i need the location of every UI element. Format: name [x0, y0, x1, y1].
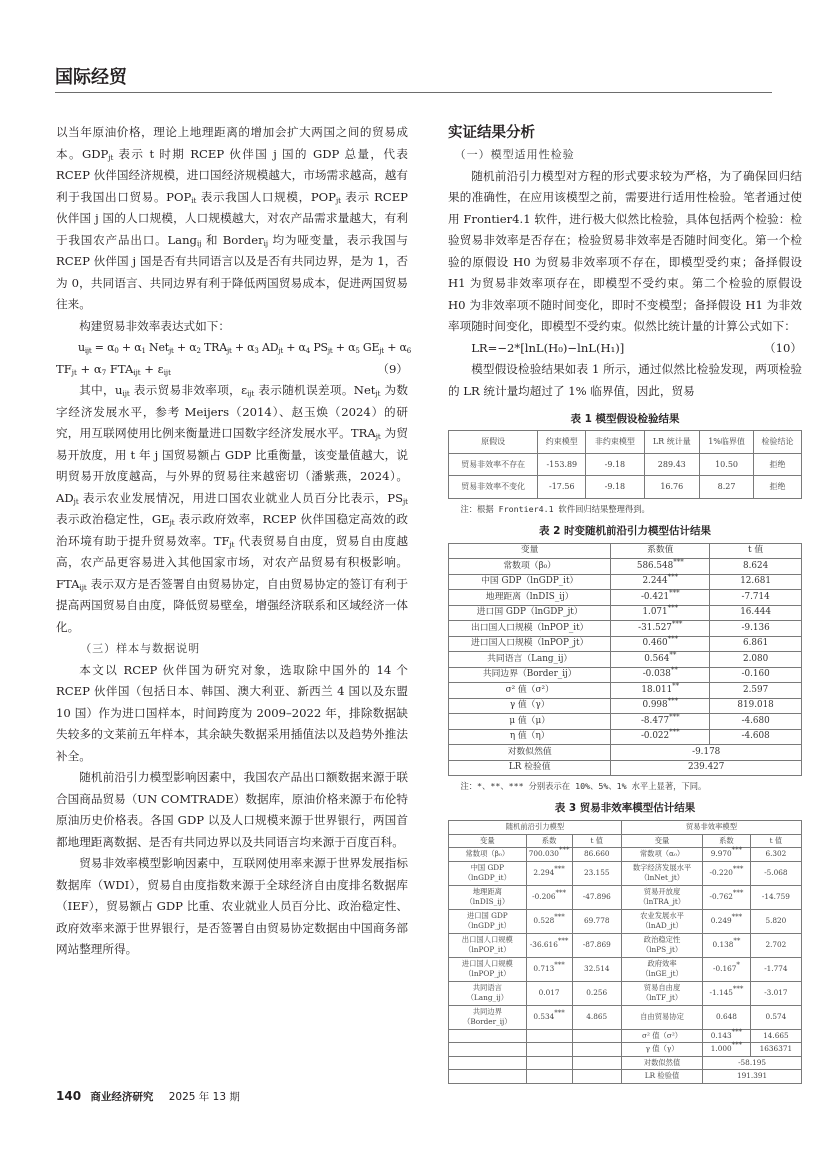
significance-stars: *** — [731, 912, 743, 921]
significance-stars: ** — [670, 666, 678, 675]
table3-right-coefficient: -1.145*** — [703, 981, 751, 1005]
table3-header: 系数 — [703, 834, 751, 848]
equation-9-number: （9） — [377, 361, 408, 376]
table3-left-t-value: 69.778 — [572, 909, 621, 933]
table3-right-coefficient: 0.138** — [703, 933, 751, 957]
journal-name: 商业经济研究 — [90, 1091, 154, 1103]
table2-coefficient: 0.998*** — [611, 698, 710, 714]
significance-stars: *** — [732, 888, 744, 897]
table2-t-value: 8.624 — [710, 559, 802, 575]
table2-variable: 常数项（β₀） — [449, 559, 611, 575]
table-row — [449, 981, 802, 1005]
table3-lr-label: LR 检验值 — [621, 1070, 702, 1084]
table2-coefficient: -0.022*** — [611, 729, 710, 745]
table2-block — [448, 522, 802, 794]
table2-coefficient: 1.071*** — [611, 605, 710, 621]
empty-cell — [449, 1056, 527, 1070]
table3-group-left: 随机前沿引力模型 — [449, 821, 622, 835]
table1 — [448, 430, 802, 499]
paragraph-variables-gdp-pop: 以当年原油价格，理论上地理距离的增加会扩大两国之间的贸易成本。$GDP_{jt}$ 表示 t 时期 RCEP 伙伴国 j 国的 GDP 总量，代表 RCEP 伙伴国经济规模，进口国经济规模越大，市场需求越高，越有利于我国出口贸易。$POP_{it}$ 表示我国人口规模，$POP_{jt}$ 表示 RCEP 伙伴国 j 国的人口规模，人口规模越大，对农产品需求量越大，有利于我国农产品出口。Lang$_{ij}$ 和 Border$_{ij}$ 均为哑变量，表示我国与 RCEP 伙伴国 j 国是否有共同语言以及是否有共同边界，是为 1，否为 0，共同语言、共同边界有利于降低两国贸易成本，促进两国贸易往来。 — [56, 125, 408, 311]
table2-coefficient: 586.548*** — [611, 559, 710, 575]
table-row — [449, 683, 802, 699]
table-row — [449, 957, 802, 981]
table3-left-coefficient: -0.206*** — [526, 885, 572, 909]
table3-right-coefficient: -0.167* — [703, 957, 751, 981]
significance-stars: *** — [669, 588, 680, 597]
table2-header-row — [449, 543, 802, 559]
table1-cell: 16.76 — [644, 476, 700, 499]
table2-variable: σ² 值（σ²） — [449, 683, 611, 699]
table1-header: 1%临界值 — [700, 431, 754, 454]
significance-stars: *** — [731, 846, 743, 854]
table-row — [449, 636, 802, 652]
table1-cell: -9.18 — [586, 476, 644, 499]
table3-left-coefficient: 2.294*** — [526, 861, 572, 885]
empty-cell — [526, 1070, 572, 1084]
table-row — [449, 848, 802, 862]
paragraph-test-results: 模型假设检验结果如表 1 所示，通过似然比检验发现，两项检验的 LR 统计量均超过了 1% 临界值，因此，贸易 — [448, 362, 802, 398]
significance-stars: *** — [558, 846, 570, 854]
empty-cell — [449, 1029, 527, 1043]
table3-header: t 值 — [572, 834, 621, 848]
significance-stars: *** — [667, 635, 679, 644]
table3-left-coefficient: -36.616*** — [526, 933, 572, 957]
table3-right-coefficient: 9.970*** — [703, 848, 751, 862]
table-row — [449, 698, 802, 714]
table3-left-t-value: 86.660 — [572, 848, 621, 862]
table1-cell: 拒绝 — [754, 453, 802, 476]
table3-right-coefficient: -0.762*** — [703, 885, 751, 909]
significance-stars: *** — [667, 573, 679, 582]
significance-stars: ** — [733, 936, 741, 945]
table3-right-t-value: -14.759 — [750, 885, 801, 909]
significance-stars: *** — [554, 1008, 565, 1017]
table1-header-row — [449, 431, 802, 454]
table2-variable: 进口国 GDP（lnGDP_jt） — [449, 605, 611, 621]
section-title: 国际经贸 — [55, 67, 127, 88]
equation-9 — [56, 337, 412, 380]
table-row — [449, 574, 802, 590]
significance-stars: *** — [667, 604, 679, 613]
paragraph-data-sources-gravity: 随机前沿引力模型影响因素中，我国农产品出口额数据来源于联合国商品贸易（UN COMTRADE）数据库，原油价格来源于布伦特原油历史价格表。各国 GDP 以及人口规模来源于世界银行，两国首都地理距离数据、是否有共同边界以及共同语言均来源于百度百科。 — [56, 770, 408, 849]
table-row — [449, 933, 802, 957]
table3-left-t-value: 0.256 — [572, 981, 621, 1005]
table3-right-t-value: 1636371 — [750, 1043, 801, 1057]
table3-block — [448, 799, 802, 1084]
table3-right-coefficient: 0.249*** — [703, 909, 751, 933]
empty-cell — [572, 1070, 621, 1084]
table3-right-t-value: 2.702 — [750, 933, 801, 957]
table-row-lr — [449, 760, 802, 776]
empty-cell — [572, 1043, 621, 1057]
table-row — [449, 476, 802, 499]
section-heading-results: 实证结果分析 — [448, 125, 535, 141]
table2-t-value: 16.444 — [710, 605, 802, 621]
running-header — [55, 66, 772, 93]
empty-cell — [449, 1043, 527, 1057]
table3-caption: 表 3 贸易非效率模型估计结果 — [554, 802, 696, 814]
table-row — [449, 453, 802, 476]
significance-stars: *** — [557, 936, 569, 945]
table2-coefficient: 0.460*** — [611, 636, 710, 652]
table2-t-value: -9.136 — [710, 621, 802, 637]
table1-cell: 10.50 — [700, 453, 754, 476]
subheading-model-test: （一）模型适用性检验 — [454, 148, 575, 161]
table2-t-value: 12.681 — [710, 574, 802, 590]
table2-t-value: -7.714 — [710, 590, 802, 606]
table2-coefficient: -8.477*** — [611, 714, 710, 730]
paragraph-model-test: 随机前沿引力模型对方程的形式要求较为严格，为了确保回归结果的准确性，在应用该模型之前，需要进行适用性检验。笔者通过使用 Frontier4.1 软件，进行极大似然比检验，具体包括两个检验：检验贸易非效率是否存在；检验贸易非效率是否随时间变化。第一个检验的原假设 H0 为贸易非效率项不存在，即模型受约束；备择假设 H1 为贸易非效率项存在，即模型不受约束。第二个检验的原假设 H0 为非效率项不随时间变化，即时不变模型；备择假设 H1 为非效率项随时间变化，即模型不受约束。似然比统计量的计算公式如下： — [448, 168, 802, 333]
table3-right-t-value: -3.017 — [750, 981, 801, 1005]
paragraph-inefficiency-intro: 构建贸易非效率表达式如下： — [79, 318, 230, 333]
left-column — [56, 122, 412, 961]
table1-header: 非约束模型 — [586, 431, 644, 454]
table2-loglik-label: 对数似然值 — [449, 745, 611, 761]
table2-loglik-value: -9.178 — [611, 745, 802, 761]
subheading-sample-data: （三）样本与数据说明 — [80, 642, 201, 655]
significance-stars: *** — [732, 864, 744, 873]
significance-stars: *** — [555, 888, 567, 897]
table2-t-value: 819.018 — [710, 698, 802, 714]
table3-right-t-value: -1.774 — [750, 957, 801, 981]
table1-cell: -17.56 — [538, 476, 586, 499]
table3-right-t-value: 0.574 — [750, 1005, 801, 1029]
table3-left-variable: 地理距离 （lnDIS_ij） — [449, 885, 527, 909]
table1-cell: 贸易非效率不变化 — [449, 476, 538, 499]
table3-right-variable: 政府效率 （lnGE_jt） — [621, 957, 702, 981]
table3-left-variable: 进口国 GDP （lnGDP_jt） — [449, 909, 527, 933]
table-row — [449, 559, 802, 575]
paragraph-variable-definitions: 其中，$u_{ijt}$ 表示贸易非效率项，$\varepsilon_{ijt}$ 表示随机误差项。Net$_{jt}$ 为数字经济发展水平，参考 Meijers（2014）、赵玉焕（2024）的研究，用互联网使用比例来衡量进口国数字经济发展水平。$TRA_{jt}$ 为贸易开放度，用 t 年 j 国贸易额占 GDP 比重衡量，该变量值越大，说明贸易开放度越高，与外界的贸易往来越密切（潘紫燕，2024）。$AD_{jt}$ 表示农业发展情况，用进口国农业就业人员百分比表示，$PS_{jt}$ 表示政治稳定性，$GE_{jt}$ 表示政府效率，RCEP 伙伴国稳定高效的政治环境有助于提升贸易效率。$TF_{jt}$ 代表贸易自由度，贸易自由度越高，农产品更容易进入其他国家市场，对农产品贸易有积极影响。$FTA_{ijt}$ 表示双方是否签署自由贸易协定，自由贸易协定的签订有利于提高两国贸易自由度，降低贸易壁垒，增强经济联系和区域经济一体化。 — [56, 383, 409, 634]
table-row — [449, 909, 802, 933]
table3-right-variable: 数字经济发展水平 （lnNet_jt） — [621, 861, 702, 885]
table3-right-variable: σ² 值（σ²） — [621, 1029, 702, 1043]
table1-cell: 贸易非效率不存在 — [449, 453, 538, 476]
significance-stars: *** — [673, 557, 684, 566]
table-row — [449, 652, 802, 668]
table-row-loglik — [449, 745, 802, 761]
table2-t-value: 2.080 — [710, 652, 802, 668]
table1-note: 注：根据 Frontier4.1 软件回归结果整理得到。 — [460, 503, 650, 514]
table3-left-t-value: 32.514 — [572, 957, 621, 981]
table3-left-t-value: 23.155 — [572, 861, 621, 885]
table2-t-value: -4.608 — [710, 729, 802, 745]
table3-right-coefficient: 0.143*** — [703, 1029, 751, 1043]
empty-cell — [526, 1043, 572, 1057]
table3-left-coefficient: 0.713*** — [526, 957, 572, 981]
equation-10-number: （10） — [764, 340, 802, 355]
table2-header: 系数值 — [611, 543, 710, 559]
table3-right-coefficient: 1.000*** — [703, 1043, 751, 1057]
table-row — [449, 714, 802, 730]
table3-left-variable: 中国 GDP （lnGDP_it） — [449, 861, 527, 885]
empty-cell — [449, 1070, 527, 1084]
table3-left-coefficient: 0.017 — [526, 981, 572, 1005]
empty-cell — [526, 1056, 572, 1070]
table3-header: 变量 — [621, 834, 702, 848]
table2-header: t 值 — [710, 543, 802, 559]
empty-cell — [572, 1056, 621, 1070]
table-row-lr — [449, 1070, 802, 1084]
table2-variable: 地理距离（lnDIS_ij） — [449, 590, 611, 606]
table3-left-variable: 共同边界 （Border_ij） — [449, 1005, 527, 1029]
table2-coefficient: -0.038** — [611, 667, 710, 683]
significance-stars: *** — [669, 728, 680, 737]
table3-left-variable: 常数项（β₀） — [449, 848, 527, 862]
table3-left-t-value: -47.896 — [572, 885, 621, 909]
table-row — [449, 667, 802, 683]
table3-left-variable: 共同语言 （Lang_ij） — [449, 981, 527, 1005]
table3-header: t 值 — [750, 834, 801, 848]
paragraph-data-sources-inefficiency: 贸易非效率模型影响因素中，互联网使用率来源于世界发展指标数据库（WDI），贸易自由度指数来源于全球经济自由度排名数据库（IEF），贸易额占 GDP 比重、农业就业人员百分比、政治稳定性、政府效率来源于世界银行，是否签署自由贸易协定数据由中国商务部网站整理所得。 — [56, 856, 408, 956]
empty-cell — [572, 1029, 621, 1043]
table3-header: 变量 — [449, 834, 527, 848]
table3 — [448, 820, 802, 1084]
table2-variable: 进口国人口规模（lnPOP_jt） — [449, 636, 611, 652]
significance-stars: *** — [731, 1027, 743, 1036]
table3-header-row — [449, 834, 802, 848]
table2 — [448, 543, 802, 777]
table3-right-t-value: 5.820 — [750, 909, 801, 933]
equation-10-formula: LR=−2*[lnL(H₀)−lnL(H₁)] — [471, 340, 625, 355]
table2-t-value: 2.597 — [710, 683, 802, 699]
table-row — [449, 1043, 802, 1057]
table2-coefficient: 2.244*** — [611, 574, 710, 590]
table1-header: 约束模型 — [538, 431, 586, 454]
significance-stars: *** — [671, 619, 683, 628]
table1-header: 原假设 — [449, 431, 538, 454]
equation-10 — [448, 338, 802, 360]
significance-stars: *** — [554, 864, 565, 873]
significance-stars: *** — [554, 912, 565, 921]
table-row — [449, 605, 802, 621]
table3-right-coefficient: -0.220*** — [703, 861, 751, 885]
significance-stars: ** — [672, 681, 680, 690]
table2-t-value: 6.861 — [710, 636, 802, 652]
table3-right-variable: γ 值（γ） — [621, 1043, 702, 1057]
table3-right-variable: 贸易自由度 （lnTF_jt） — [621, 981, 702, 1005]
table2-coefficient: 0.564** — [611, 652, 710, 668]
table2-t-value: -0.160 — [710, 667, 802, 683]
table3-loglik-value: -58.195 — [703, 1056, 802, 1070]
table2-caption: 表 2 时变随机前沿引力模型估计结果 — [538, 524, 712, 537]
significance-stars: *** — [669, 712, 680, 721]
table3-left-coefficient: 700.030*** — [526, 848, 572, 862]
table3-right-variable: 农业发展水平 （lnAD_jt） — [621, 909, 702, 933]
table3-right-coefficient: 0.648 — [703, 1005, 751, 1029]
significance-stars: *** — [667, 697, 679, 706]
table-row — [449, 590, 802, 606]
table3-left-coefficient: 0.534*** — [526, 1005, 572, 1029]
significance-stars: *** — [554, 960, 565, 969]
significance-stars: *** — [732, 984, 744, 993]
paragraph-sample: 本文以 RCEP 伙伴国为研究对象，选取除中国外的 14 个 RCEP 伙伴国（包括日本、韩国、澳大利亚、新西兰 4 国以及东盟 10 国）作为进口国样本，时间跨度为 2009–2022 年，排除数据缺失较多的文莱前五年样本，其余缺失数据采用插值法以及趋势外推法补全。 — [56, 662, 408, 763]
table1-caption: 表 1 模型假设检验结果 — [570, 413, 680, 425]
page-footer — [56, 1089, 240, 1104]
table2-variable: 中国 GDP（lnGDP_it） — [449, 574, 611, 590]
table-row — [449, 1029, 802, 1043]
table3-left-t-value: 4.865 — [572, 1005, 621, 1029]
page-number: 140 — [56, 1089, 82, 1103]
equation-9-line2: $TF_{jt} + \alpha_7$ $FTA_{ijt} + \varepsilon_{ijt}$ — [56, 361, 171, 377]
table-row — [449, 621, 802, 637]
table-row-loglik — [449, 1056, 802, 1070]
table3-right-variable: 贸易开放度 （lnTRA_jt） — [621, 885, 702, 909]
significance-stars: ** — [669, 650, 677, 659]
table3-lr-value: 191.391 — [703, 1070, 802, 1084]
table3-left-variable: 出口国人口规模 （lnPOP_it） — [449, 933, 527, 957]
table3-left-variable: 进口国人口规模 （lnPOP_jt） — [449, 957, 527, 981]
table2-variable: η 值（η） — [449, 729, 611, 745]
table2-lr-value: 239.427 — [611, 760, 802, 776]
table2-coefficient: 18.011** — [611, 683, 710, 699]
table2-header: 变量 — [449, 543, 611, 559]
table3-left-coefficient: 0.528*** — [526, 909, 572, 933]
table3-right-t-value: 6.302 — [750, 848, 801, 862]
right-column — [448, 122, 802, 1084]
table3-right-variable: 政治稳定性 （lnPS_jt） — [621, 933, 702, 957]
table3-right-variable: 自由贸易协定 — [621, 1005, 702, 1029]
table1-cell: -9.18 — [586, 453, 644, 476]
table-row — [449, 861, 802, 885]
significance-stars: * — [736, 960, 740, 969]
table1-block — [448, 410, 802, 516]
table3-group-right: 贸易非效率模型 — [621, 821, 801, 835]
table2-coefficient: -0.421*** — [611, 590, 710, 606]
table3-right-variable: 常数项（α₀） — [621, 848, 702, 862]
table2-lr-label: LR 检验值 — [449, 760, 611, 776]
table1-cell: 8.27 — [700, 476, 754, 499]
table2-variable: 共同语言（Lang_ij） — [449, 652, 611, 668]
table1-header: LR 统计量 — [644, 431, 700, 454]
table1-cell: 拒绝 — [754, 476, 802, 499]
table2-coefficient: -31.527*** — [611, 621, 710, 637]
empty-cell — [526, 1029, 572, 1043]
table1-cell: -153.89 — [538, 453, 586, 476]
issue-info: 2025 年 13 期 — [168, 1091, 240, 1103]
table1-header: 检验结论 — [754, 431, 802, 454]
table2-variable: 出口国人口规模（lnPOP_it） — [449, 621, 611, 637]
table2-t-value: -4.680 — [710, 714, 802, 730]
table-row — [449, 885, 802, 909]
table3-left-t-value: -87.869 — [572, 933, 621, 957]
table2-note: 注：*、**、*** 分别表示在 10%、5%、1% 水平上显著，下同。 — [460, 781, 707, 791]
table3-header: 系数 — [526, 834, 572, 848]
equation-9-line1: $u_{ijt} = \alpha_0 + \alpha_1$ $Net_{jt} + \alpha_2$ $TRA_{jt} + \alpha_3$ $AD_{jt} + \alpha_4$ $PS_{jt} + \alpha_5$ $GE_{jt} + \alpha_6$ — [78, 341, 412, 355]
table2-variable: 共同边界（Border_ij） — [449, 667, 611, 683]
table3-right-t-value: 14.665 — [750, 1029, 801, 1043]
table2-variable: γ 值（γ） — [449, 698, 611, 714]
table2-variable: μ 值（μ） — [449, 714, 611, 730]
table1-cell: 289.43 — [644, 453, 700, 476]
table-row — [449, 1005, 802, 1029]
table3-right-t-value: -5.068 — [750, 861, 801, 885]
table3-loglik-label: 对数似然值 — [621, 1056, 702, 1070]
significance-stars: *** — [731, 1041, 743, 1049]
table-row — [449, 729, 802, 745]
table3-group-row — [449, 821, 802, 835]
